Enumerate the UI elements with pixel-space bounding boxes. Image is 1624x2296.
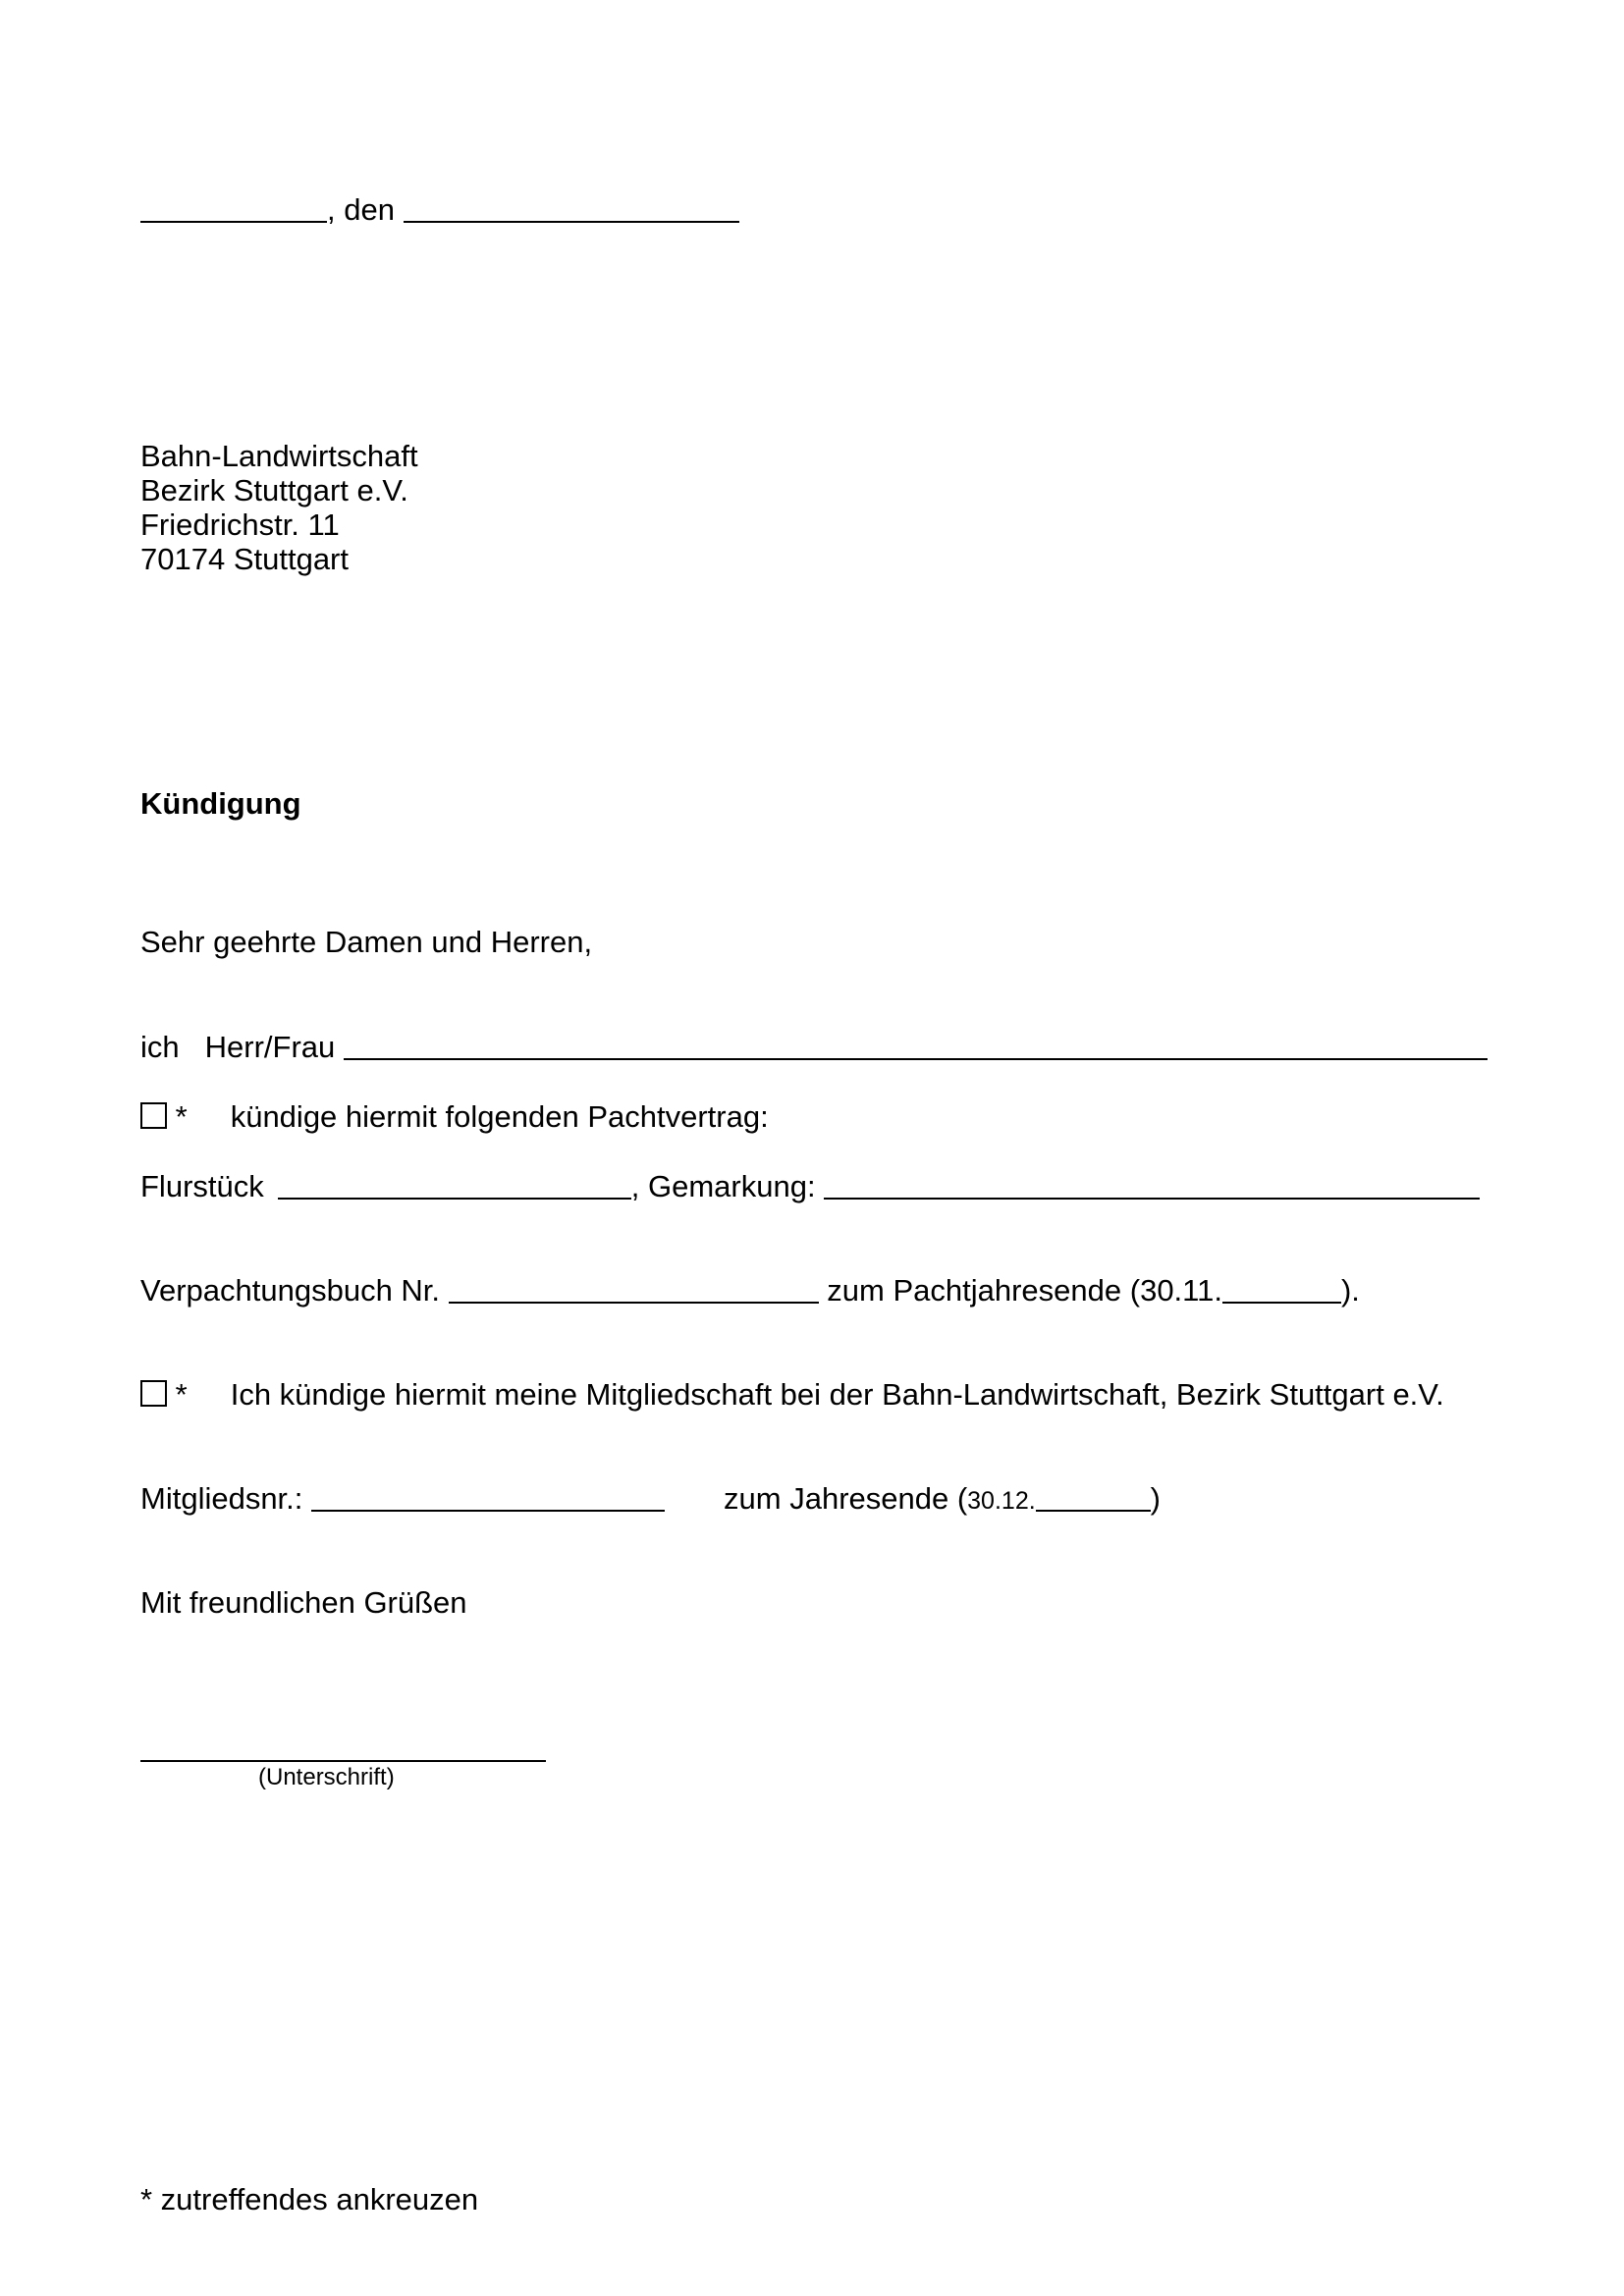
lease-star: * bbox=[175, 1099, 188, 1134]
membership-checkbox[interactable] bbox=[140, 1380, 167, 1407]
name-lead: ich bbox=[140, 1030, 180, 1064]
lease-checkbox[interactable] bbox=[140, 1102, 167, 1129]
date-field[interactable] bbox=[404, 195, 739, 223]
parcel-field[interactable] bbox=[278, 1172, 631, 1200]
membership-option bbox=[140, 1377, 1444, 1413]
recipient-line-1: Bahn-Landwirtschaft bbox=[140, 439, 418, 473]
member-number-line bbox=[140, 1481, 1161, 1519]
place-field[interactable] bbox=[140, 195, 327, 223]
subject-title: Kündigung bbox=[140, 786, 301, 821]
member-end-date: 30.12. bbox=[967, 1487, 1036, 1515]
lease-end-close: ). bbox=[1340, 1273, 1360, 1308]
recipient-line-4: 70174 Stuttgart bbox=[140, 542, 349, 576]
footnote: * zutreffendes ankreuzen bbox=[140, 2182, 479, 2216]
member-end-year-field[interactable] bbox=[1036, 1484, 1151, 1512]
membership-text: Ich kündige hiermit meine Mitgliedschaft bei der Bahn-Landwirtschaft, Bezirk Stuttgart e.V. bbox=[230, 1377, 1444, 1412]
member-number-field[interactable] bbox=[311, 1484, 665, 1512]
salutation: Sehr geehrte Damen und Herren, bbox=[140, 925, 593, 959]
name-line bbox=[140, 1030, 1488, 1065]
lease-end-label: zum Pachtjahresende (30.11. bbox=[827, 1273, 1222, 1308]
place-date-line bbox=[140, 192, 739, 228]
gemarkung-field[interactable] bbox=[824, 1172, 1480, 1200]
member-end-close: ) bbox=[1150, 1481, 1161, 1516]
closing: Mit freundlichen Grüßen bbox=[140, 1585, 467, 1620]
membership-star: * bbox=[175, 1377, 188, 1412]
lease-end-year-field[interactable] bbox=[1222, 1276, 1341, 1304]
member-number-label: Mitgliedsnr.: bbox=[140, 1481, 303, 1516]
recipient-line-2: Bezirk Stuttgart e.V. bbox=[140, 473, 408, 507]
lease-option bbox=[140, 1099, 769, 1135]
parcel-line bbox=[140, 1169, 1480, 1204]
lease-text: kündige hiermit folgenden Pachtvertrag: bbox=[230, 1099, 769, 1134]
name-field[interactable] bbox=[344, 1033, 1488, 1060]
member-end-label: zum Jahresende ( bbox=[724, 1481, 968, 1516]
parcel-label: Flurstück bbox=[140, 1169, 264, 1203]
name-label: Herr/Frau bbox=[204, 1030, 336, 1064]
gemarkung-label: , Gemarkung: bbox=[630, 1169, 816, 1203]
recipient-address bbox=[140, 439, 418, 576]
lease-book-field[interactable] bbox=[449, 1276, 819, 1304]
signature-label: (Unterschrift) bbox=[258, 1764, 395, 1790]
place-date-separator: , den bbox=[327, 192, 395, 227]
recipient-line-3: Friedrichstr. 11 bbox=[140, 507, 340, 542]
lease-book-line bbox=[140, 1273, 1360, 1308]
lease-book-label: Verpachtungsbuch Nr. bbox=[140, 1273, 441, 1308]
